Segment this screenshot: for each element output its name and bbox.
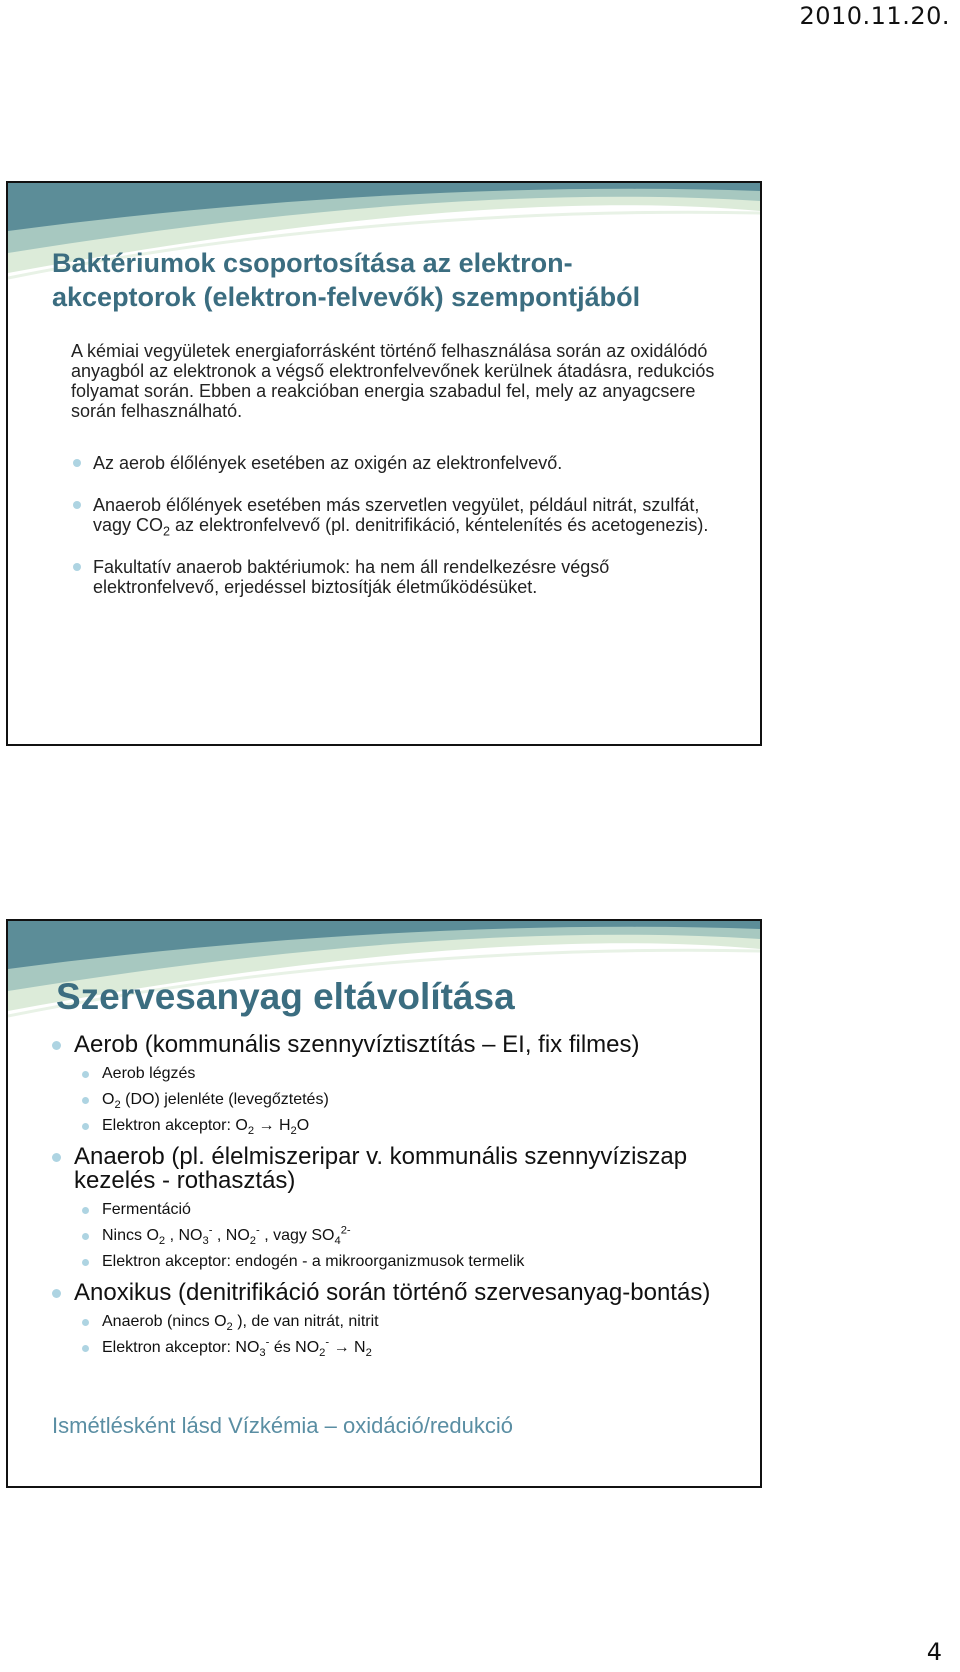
title-line-1: Baktériumok csoportosítása az elektron-: [52, 248, 573, 278]
subscript: 2: [163, 524, 171, 539]
text: Anaerob élőlények esetében más szervetlen vegyület, például nitrát, szulfát, vagy CO: [93, 495, 700, 535]
slide-2: [6, 919, 762, 1488]
slide-2-body: [52, 1031, 742, 1360]
subscript: 2: [114, 1099, 121, 1112]
title-line-2: akceptorok (elektron-felvevők) szempontjából: [52, 282, 641, 312]
heading-anoxikus: Anoxikus (denitrifikáció során történő szervesanyag-bontás): [52, 1281, 742, 1305]
text: ), de van nitrát, nitrit: [232, 1313, 379, 1330]
text: az elektronfelvevő (pl. denitrifikáció, kéntelenítés és acetogenezis).: [170, 515, 709, 535]
subscript: 2: [365, 1347, 372, 1360]
text: Anaerob (nincs O: [102, 1313, 227, 1330]
superscript: -: [256, 1224, 260, 1237]
text: O: [102, 1091, 115, 1108]
text: → H: [254, 1117, 291, 1134]
subscript: 3: [202, 1235, 209, 1248]
text: Elektron akceptor: O: [102, 1117, 248, 1134]
text: , vagy SO: [259, 1227, 335, 1244]
bullet-fakultativ: Fakultatív anaerob baktériumok: ha nem áll rendelkezésre végső elektronfelvevő, erjedéssel biztosítják életműködésüket.: [71, 557, 731, 597]
superscript: 2-: [340, 1224, 351, 1237]
bullet-aerob: Az aerob élőlények esetében az oxigén az elektronfelvevő.: [71, 453, 731, 473]
item-fermentacio: Fermentáció: [80, 1201, 742, 1219]
item-aerob-legzes: Aerob légzés: [80, 1065, 742, 1083]
text: , NO: [165, 1227, 203, 1244]
text: és NO: [269, 1339, 320, 1356]
slide-1: [6, 181, 762, 746]
page-date: 2010.11.20.: [799, 2, 950, 30]
item-anoxikus-akceptor: [80, 1336, 742, 1360]
heading-aerob: Aerob (kommunális szennyvíztisztítás – EI, fix filmes): [52, 1033, 742, 1057]
item-nitrat: [80, 1313, 742, 1334]
subscript: 2: [290, 1125, 297, 1138]
intro-paragraph: A kémiai vegyületek energiaforrásként történő felhasználása során az oxidálódó anyagból az elektronok a végső elektronfelvevőnek kerülnek átadásra, redukciós folyamat során. Ebben a reakcióban energia szabadul fel, mely az anyagcsere során felhasználható.: [71, 341, 715, 421]
subscript: 2: [249, 1235, 257, 1248]
subscript: 2: [158, 1235, 166, 1248]
item-aerob-akceptor: [80, 1117, 742, 1138]
subscript: 2: [226, 1321, 233, 1334]
reference-note: Ismétlésként lásd Vízkémia – oxidáció/redukció: [52, 1413, 513, 1438]
slide-1-title: [52, 246, 732, 314]
text: (DO) jelenléte (levegőztetés): [120, 1091, 329, 1108]
bullet-anaerob: [71, 495, 731, 539]
subscript: 4: [334, 1235, 341, 1248]
item-endogen: Elektron akceptor: endogén - a mikroorganizmusok termelik: [80, 1253, 742, 1271]
text: O: [296, 1117, 310, 1134]
text: → N: [329, 1339, 366, 1356]
subscript: 3: [259, 1347, 266, 1360]
heading-anaerob: Anaerob (pl. élelmiszeripar v. kommunális szennyvíziszap kezelés - rothasztás): [52, 1145, 742, 1193]
bullet-list: [71, 453, 731, 597]
superscript: -: [325, 1336, 330, 1349]
superscript: -: [265, 1336, 270, 1349]
item-nincs-o2: [80, 1224, 742, 1248]
superscript: -: [208, 1224, 213, 1237]
text: , NO: [212, 1227, 250, 1244]
subscript: 2: [247, 1125, 255, 1138]
text: Elektron akceptor: NO: [102, 1339, 260, 1356]
text: Nincs O: [102, 1227, 159, 1244]
subscript: 2: [319, 1347, 326, 1360]
slide-2-title: Szervesanyag eltávolítása: [56, 976, 515, 1017]
page-number: 4: [926, 1638, 942, 1666]
item-do: [80, 1091, 742, 1112]
